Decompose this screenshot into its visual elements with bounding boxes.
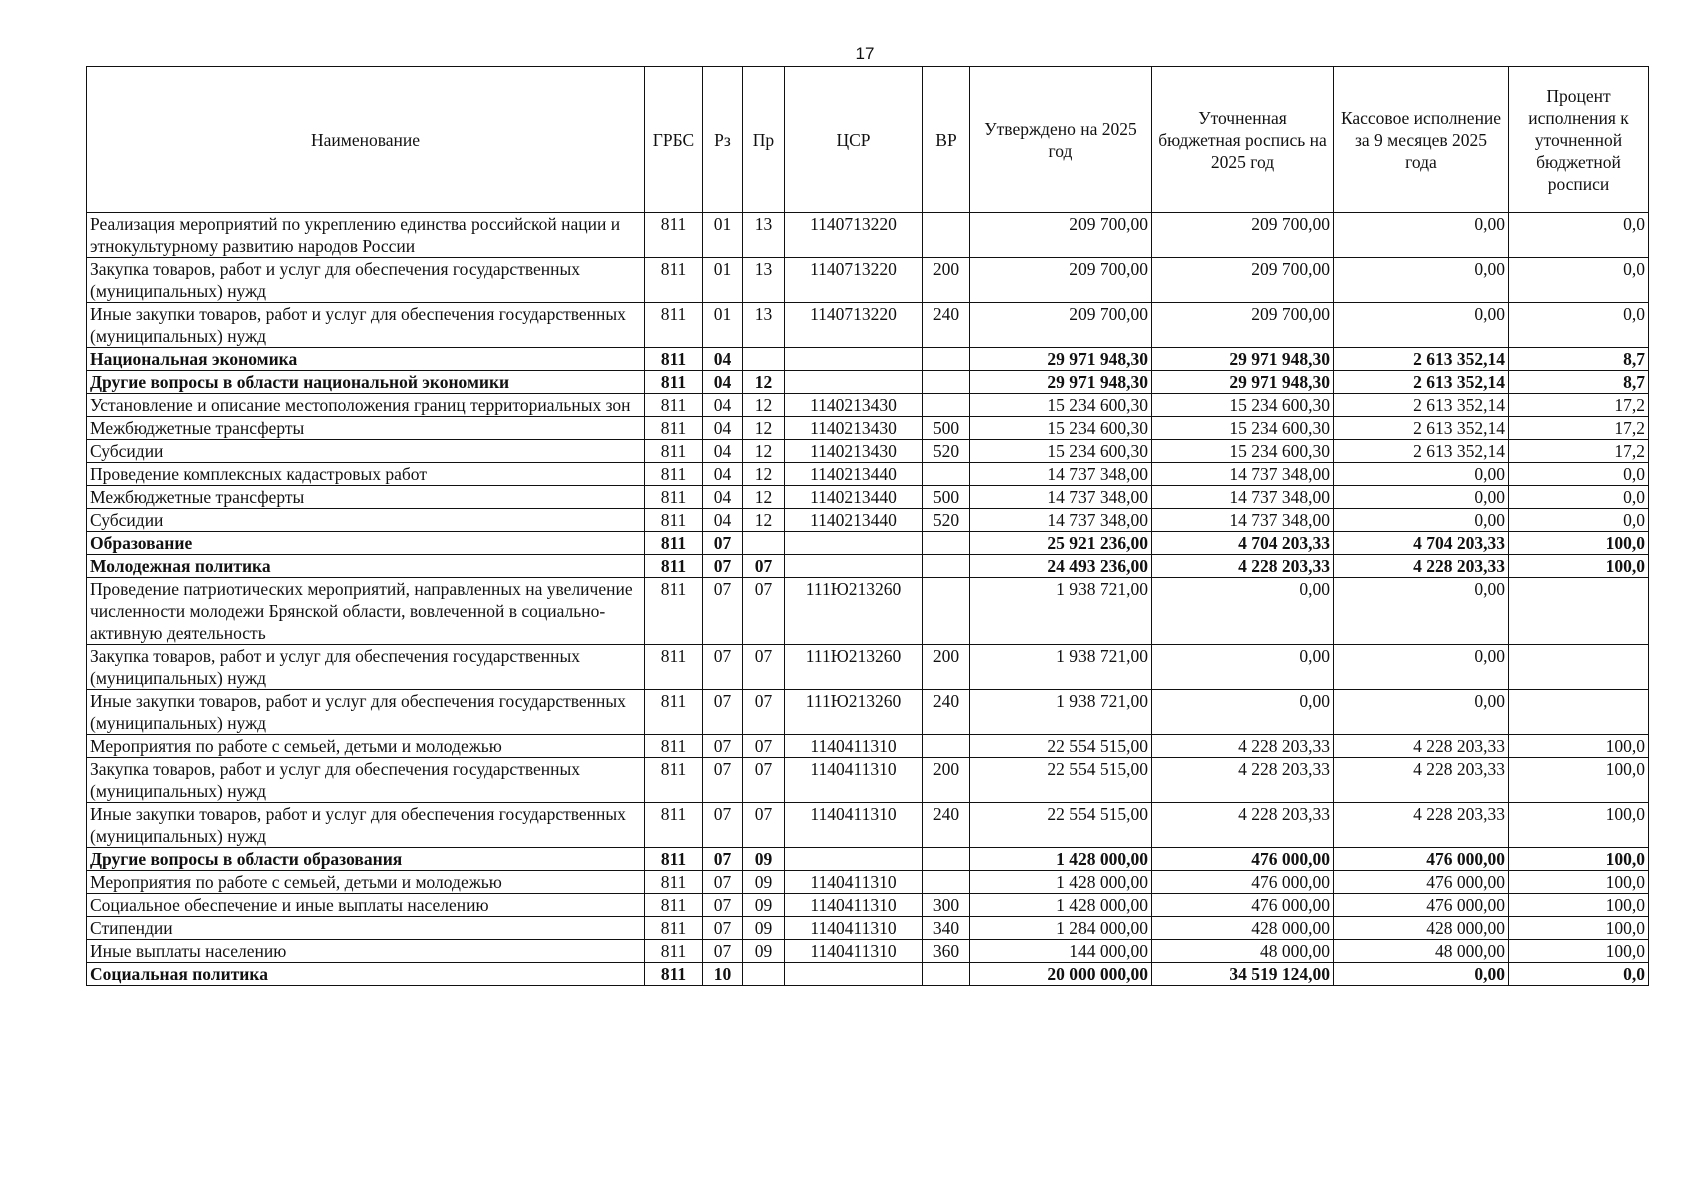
cell-name: Субсидии [87,440,645,463]
header-rz: Рз [703,67,743,213]
cell-rz: 04 [703,486,743,509]
cell-approved: 1 938 721,00 [970,690,1152,735]
table-row [87,440,1649,463]
cell-name: Национальная экономика [87,348,645,371]
cell-approved: 1 428 000,00 [970,894,1152,917]
header-grbs: ГРБС [645,67,703,213]
cell-rz: 07 [703,555,743,578]
table-row [87,463,1649,486]
cell-grbs: 811 [645,440,703,463]
cell-name: Межбюджетные трансферты [87,486,645,509]
cell-vr [923,348,970,371]
cell-name: Молодежная политика [87,555,645,578]
cell-name: Закупка товаров, работ и услуг для обеспечения государственных (муниципальных) нужд [87,758,645,803]
cell-csr: 1140411310 [785,917,923,940]
cell-cash: 0,00 [1334,690,1509,735]
cell-revised: 29 971 948,30 [1152,371,1334,394]
cell-csr: 1140713220 [785,258,923,303]
cell-csr: 1140713220 [785,213,923,258]
cell-grbs: 811 [645,645,703,690]
table-row [87,555,1649,578]
cell-vr [923,735,970,758]
cell-approved: 1 938 721,00 [970,645,1152,690]
cell-csr: 1140411310 [785,871,923,894]
cell-csr: 1140213440 [785,509,923,532]
cell-name: Установление и описание местоположения границ территориальных зон [87,394,645,417]
cell-percent: 8,7 [1509,348,1649,371]
cell-name: Социальное обеспечение и иные выплаты населению [87,894,645,917]
cell-approved: 29 971 948,30 [970,348,1152,371]
table-row [87,348,1649,371]
cell-revised: 15 234 600,30 [1152,417,1334,440]
cell-pr: 07 [743,803,785,848]
cell-cash: 476 000,00 [1334,871,1509,894]
table-row [87,371,1649,394]
cell-grbs: 811 [645,690,703,735]
cell-vr: 200 [923,258,970,303]
cell-rz: 07 [703,690,743,735]
cell-vr: 520 [923,440,970,463]
cell-rz: 07 [703,758,743,803]
cell-name: Субсидии [87,509,645,532]
cell-csr: 1140411310 [785,735,923,758]
cell-rz: 04 [703,463,743,486]
cell-revised: 4 228 203,33 [1152,803,1334,848]
cell-percent: 0,0 [1509,213,1649,258]
cell-pr: 07 [743,735,785,758]
cell-cash: 2 613 352,14 [1334,394,1509,417]
cell-pr [743,963,785,986]
cell-cash: 0,00 [1334,258,1509,303]
cell-percent: 0,0 [1509,509,1649,532]
cell-csr [785,555,923,578]
table-row [87,213,1649,258]
cell-pr: 13 [743,258,785,303]
cell-name: Межбюджетные трансферты [87,417,645,440]
table-row [87,848,1649,871]
cell-rz: 01 [703,258,743,303]
cell-pr: 12 [743,463,785,486]
cell-grbs: 811 [645,509,703,532]
table-header-row [87,67,1649,213]
cell-approved: 14 737 348,00 [970,509,1152,532]
cell-csr: 1140411310 [785,940,923,963]
cell-percent: 17,2 [1509,440,1649,463]
page-number: 17 [855,44,875,63]
cell-grbs: 811 [645,848,703,871]
cell-rz: 07 [703,848,743,871]
cell-cash: 0,00 [1334,578,1509,645]
cell-percent: 100,0 [1509,555,1649,578]
cell-csr: 1140411310 [785,894,923,917]
cell-rz: 04 [703,440,743,463]
table-row [87,803,1649,848]
cell-grbs: 811 [645,532,703,555]
header-vr: ВР [923,67,970,213]
cell-grbs: 811 [645,258,703,303]
cell-grbs: 811 [645,917,703,940]
cell-cash: 4 228 203,33 [1334,735,1509,758]
table-row [87,735,1649,758]
cell-csr: 1140213430 [785,440,923,463]
cell-csr: 1140411310 [785,758,923,803]
cell-approved: 209 700,00 [970,303,1152,348]
header-csr: ЦСР [785,67,923,213]
cell-pr: 09 [743,917,785,940]
cell-pr: 13 [743,303,785,348]
cell-percent: 0,0 [1509,303,1649,348]
cell-revised: 0,00 [1152,578,1334,645]
cell-approved: 15 234 600,30 [970,440,1152,463]
cell-csr [785,532,923,555]
cell-revised: 14 737 348,00 [1152,509,1334,532]
cell-cash: 0,00 [1334,213,1509,258]
table-row [87,940,1649,963]
cell-cash: 2 613 352,14 [1334,348,1509,371]
cell-csr [785,371,923,394]
cell-cash: 476 000,00 [1334,848,1509,871]
cell-rz: 07 [703,803,743,848]
table-row [87,963,1649,986]
cell-percent: 0,0 [1509,463,1649,486]
cell-csr: 111Ю213260 [785,690,923,735]
cell-revised: 209 700,00 [1152,258,1334,303]
table-body [87,213,1649,986]
cell-vr [923,463,970,486]
cell-csr: 1140411310 [785,803,923,848]
table-row [87,871,1649,894]
cell-name: Мероприятия по работе с семьей, детьми и молодежью [87,871,645,894]
cell-cash: 428 000,00 [1334,917,1509,940]
cell-percent: 17,2 [1509,417,1649,440]
cell-csr: 111Ю213260 [785,645,923,690]
cell-vr [923,555,970,578]
cell-vr [923,871,970,894]
cell-cash: 0,00 [1334,509,1509,532]
cell-grbs: 811 [645,871,703,894]
cell-percent: 100,0 [1509,940,1649,963]
cell-pr: 09 [743,871,785,894]
cell-name: Иные закупки товаров, работ и услуг для обеспечения государственных (муниципальных) нужд [87,803,645,848]
cell-vr [923,963,970,986]
cell-name: Образование [87,532,645,555]
cell-rz: 10 [703,963,743,986]
cell-csr: 1140213430 [785,394,923,417]
cell-vr: 200 [923,645,970,690]
cell-grbs: 811 [645,758,703,803]
cell-approved: 15 234 600,30 [970,417,1152,440]
cell-revised: 4 228 203,33 [1152,758,1334,803]
cell-vr: 300 [923,894,970,917]
cell-percent: 100,0 [1509,871,1649,894]
cell-name: Мероприятия по работе с семьей, детьми и молодежью [87,735,645,758]
cell-revised: 14 737 348,00 [1152,463,1334,486]
cell-csr: 1140213440 [785,486,923,509]
cell-revised: 15 234 600,30 [1152,440,1334,463]
cell-rz: 04 [703,394,743,417]
cell-approved: 25 921 236,00 [970,532,1152,555]
cell-vr: 340 [923,917,970,940]
table-row [87,417,1649,440]
cell-approved: 1 938 721,00 [970,578,1152,645]
cell-pr: 12 [743,509,785,532]
cell-approved: 22 554 515,00 [970,735,1152,758]
cell-approved: 14 737 348,00 [970,486,1152,509]
table-row [87,509,1649,532]
cell-percent: 0,0 [1509,258,1649,303]
cell-rz: 07 [703,917,743,940]
cell-cash: 2 613 352,14 [1334,371,1509,394]
table-row [87,917,1649,940]
cell-pr: 12 [743,486,785,509]
cell-pr: 09 [743,894,785,917]
cell-approved: 22 554 515,00 [970,758,1152,803]
header-revised: Уточненная бюджетная роспись на 2025 год [1152,67,1334,213]
cell-rz: 07 [703,532,743,555]
cell-name: Другие вопросы в области национальной экономики [87,371,645,394]
cell-vr: 500 [923,486,970,509]
cell-csr: 1140213430 [785,417,923,440]
cell-pr: 07 [743,758,785,803]
cell-cash: 0,00 [1334,303,1509,348]
cell-vr [923,394,970,417]
cell-cash: 0,00 [1334,963,1509,986]
header-pr: Пр [743,67,785,213]
cell-revised: 0,00 [1152,645,1334,690]
cell-approved: 1 428 000,00 [970,848,1152,871]
cell-percent: 100,0 [1509,848,1649,871]
cell-name: Проведение комплексных кадастровых работ [87,463,645,486]
cell-rz: 07 [703,735,743,758]
cell-cash: 0,00 [1334,645,1509,690]
cell-grbs: 811 [645,735,703,758]
table-row [87,258,1649,303]
table-row [87,645,1649,690]
table-row [87,532,1649,555]
header-cash: Кассовое исполнение за 9 месяцев 2025 года [1334,67,1509,213]
cell-vr [923,532,970,555]
cell-name: Стипендии [87,917,645,940]
cell-pr: 13 [743,213,785,258]
cell-csr: 1140213440 [785,463,923,486]
cell-grbs: 811 [645,940,703,963]
cell-grbs: 811 [645,371,703,394]
cell-revised: 34 519 124,00 [1152,963,1334,986]
cell-vr: 200 [923,758,970,803]
cell-pr: 07 [743,578,785,645]
cell-revised: 29 971 948,30 [1152,348,1334,371]
cell-pr: 09 [743,940,785,963]
cell-name: Реализация мероприятий по укреплению единства российской нации и этнокультурному развитию народов России [87,213,645,258]
cell-csr [785,848,923,871]
cell-rz: 07 [703,871,743,894]
cell-name: Закупка товаров, работ и услуг для обеспечения государственных (муниципальных) нужд [87,258,645,303]
cell-rz: 07 [703,578,743,645]
cell-name: Закупка товаров, работ и услуг для обеспечения государственных (муниципальных) нужд [87,645,645,690]
cell-vr: 500 [923,417,970,440]
cell-cash: 4 228 203,33 [1334,803,1509,848]
cell-rz: 07 [703,940,743,963]
cell-rz: 04 [703,509,743,532]
cell-vr: 360 [923,940,970,963]
cell-revised: 428 000,00 [1152,917,1334,940]
cell-percent: 100,0 [1509,735,1649,758]
cell-cash: 2 613 352,14 [1334,417,1509,440]
cell-vr: 240 [923,803,970,848]
cell-approved: 24 493 236,00 [970,555,1152,578]
cell-approved: 144 000,00 [970,940,1152,963]
cell-vr [923,213,970,258]
cell-name: Другие вопросы в области образования [87,848,645,871]
cell-approved: 1 284 000,00 [970,917,1152,940]
cell-revised: 14 737 348,00 [1152,486,1334,509]
cell-cash: 476 000,00 [1334,894,1509,917]
cell-grbs: 811 [645,303,703,348]
cell-percent: 17,2 [1509,394,1649,417]
cell-rz: 01 [703,303,743,348]
cell-cash: 48 000,00 [1334,940,1509,963]
table-row [87,758,1649,803]
cell-cash: 4 228 203,33 [1334,555,1509,578]
cell-vr: 240 [923,690,970,735]
cell-pr: 12 [743,440,785,463]
cell-approved: 209 700,00 [970,258,1152,303]
cell-vr: 240 [923,303,970,348]
cell-rz: 04 [703,348,743,371]
cell-percent: 0,0 [1509,486,1649,509]
cell-grbs: 811 [645,417,703,440]
cell-percent [1509,690,1649,735]
cell-grbs: 811 [645,463,703,486]
cell-csr: 1140713220 [785,303,923,348]
cell-approved: 22 554 515,00 [970,803,1152,848]
cell-name: Проведение патриотических мероприятий, направленных на увеличение численности молодежи Брянской области, вовлеченной в социально-активную деятельность [87,578,645,645]
cell-revised: 15 234 600,30 [1152,394,1334,417]
cell-revised: 476 000,00 [1152,848,1334,871]
cell-grbs: 811 [645,394,703,417]
table-row [87,894,1649,917]
header-percent: Процент исполнения к уточненной бюджетной росписи [1509,67,1649,213]
cell-approved: 20 000 000,00 [970,963,1152,986]
cell-percent: 0,0 [1509,963,1649,986]
cell-revised: 209 700,00 [1152,303,1334,348]
cell-pr: 12 [743,394,785,417]
cell-pr: 09 [743,848,785,871]
budget-execution-table [86,66,1649,986]
cell-revised: 4 228 203,33 [1152,735,1334,758]
cell-grbs: 811 [645,348,703,371]
cell-percent: 8,7 [1509,371,1649,394]
cell-percent: 100,0 [1509,758,1649,803]
cell-rz: 01 [703,213,743,258]
cell-cash: 2 613 352,14 [1334,440,1509,463]
cell-approved: 15 234 600,30 [970,394,1152,417]
cell-vr [923,371,970,394]
cell-grbs: 811 [645,213,703,258]
cell-cash: 4 704 203,33 [1334,532,1509,555]
cell-pr: 12 [743,371,785,394]
cell-percent: 100,0 [1509,803,1649,848]
cell-pr: 12 [743,417,785,440]
cell-grbs: 811 [645,486,703,509]
table-row [87,578,1649,645]
cell-revised: 4 228 203,33 [1152,555,1334,578]
cell-name: Иные закупки товаров, работ и услуг для обеспечения государственных (муниципальных) нужд [87,303,645,348]
cell-approved: 209 700,00 [970,213,1152,258]
cell-grbs: 811 [645,963,703,986]
cell-grbs: 811 [645,803,703,848]
header-approved: Утверждено на 2025 год [970,67,1152,213]
cell-revised: 209 700,00 [1152,213,1334,258]
table-row [87,394,1649,417]
cell-revised: 48 000,00 [1152,940,1334,963]
cell-percent [1509,645,1649,690]
cell-pr [743,348,785,371]
cell-vr [923,578,970,645]
cell-grbs: 811 [645,555,703,578]
cell-percent: 100,0 [1509,917,1649,940]
cell-revised: 4 704 203,33 [1152,532,1334,555]
cell-rz: 07 [703,894,743,917]
cell-percent [1509,578,1649,645]
cell-vr: 520 [923,509,970,532]
cell-percent: 100,0 [1509,894,1649,917]
cell-pr: 07 [743,555,785,578]
cell-pr [743,532,785,555]
cell-revised: 476 000,00 [1152,871,1334,894]
cell-approved: 1 428 000,00 [970,871,1152,894]
cell-grbs: 811 [645,578,703,645]
cell-rz: 07 [703,645,743,690]
cell-rz: 04 [703,371,743,394]
cell-csr: 111Ю213260 [785,578,923,645]
cell-approved: 29 971 948,30 [970,371,1152,394]
table-row [87,690,1649,735]
cell-csr [785,348,923,371]
header-name: Наименование [87,67,645,213]
cell-name: Иные закупки товаров, работ и услуг для обеспечения государственных (муниципальных) нужд [87,690,645,735]
cell-rz: 04 [703,417,743,440]
cell-revised: 476 000,00 [1152,894,1334,917]
cell-revised: 0,00 [1152,690,1334,735]
cell-approved: 14 737 348,00 [970,463,1152,486]
cell-name: Иные выплаты населению [87,940,645,963]
cell-vr [923,848,970,871]
cell-percent: 100,0 [1509,532,1649,555]
table-row [87,486,1649,509]
cell-grbs: 811 [645,894,703,917]
cell-csr [785,963,923,986]
cell-pr: 07 [743,645,785,690]
cell-pr: 07 [743,690,785,735]
cell-cash: 0,00 [1334,486,1509,509]
cell-cash: 4 228 203,33 [1334,758,1509,803]
table-row [87,303,1649,348]
cell-name: Социальная политика [87,963,645,986]
cell-cash: 0,00 [1334,463,1509,486]
